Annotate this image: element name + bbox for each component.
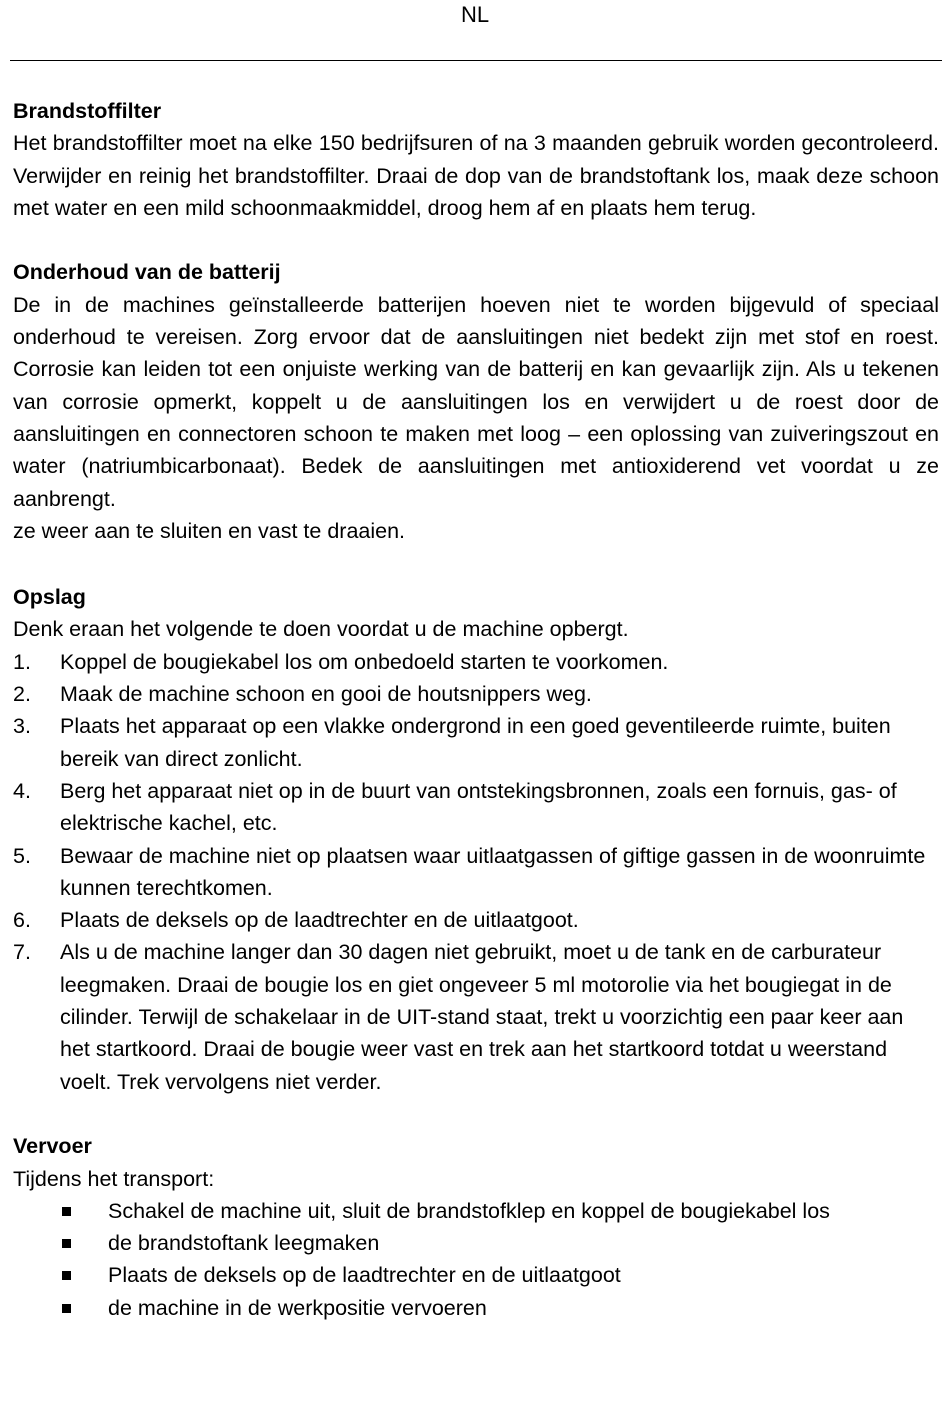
step-number: 5.: [13, 843, 31, 868]
section-battery: [13, 256, 939, 547]
transport-bullet-list: [13, 1195, 939, 1324]
section-heading-transport: Vervoer: [13, 1134, 92, 1159]
list-item: [13, 1259, 939, 1291]
step-text: Berg het apparaat niet op in de buurt van ontstekingsbronnen, zoals een fornuis, gas- of elektrische kachel, etc.: [60, 778, 897, 836]
section-extra-battery: ze weer aan te sluiten en vast te draaien.: [13, 518, 406, 543]
square-bullet-icon: [62, 1207, 71, 1216]
spacer: [13, 224, 939, 256]
section-storage: [13, 581, 939, 1098]
step-text: Maak de machine schoon en gooi de houtsnippers weg.: [60, 682, 592, 707]
section-intro-storage: Denk eraan het volgende te doen voordat u de machine opbergt.: [13, 617, 629, 642]
step-number: 4.: [13, 778, 31, 803]
bullet-text: de machine in de werkpositie vervoeren: [108, 1295, 487, 1320]
section-body-battery: De in de machines geïnstalleerde batterijen hoeven niet te worden bijgevuld of speciaal onderhoud te vereisen. Zorg ervoor dat de aansluitingen niet bedekt zijn met stof en roest. Corrosie kan leiden tot een onjuiste werking van de batterij en kan gevaarlijk zijn. Als u tekenen van corrosie opmerkt, koppelt u de aansluitingen los en verwijdert u de roest door de aansluitingen en connectoren schoon te maken met loog – een oplossing van zuiveringszout en water (natriumbicarbonaat). Bedek de aansluitingen met antioxiderend vet voordat u ze aanbrengt.: [13, 292, 939, 511]
step-text: Plaats de deksels op de laadtrechter en de uitlaatgoot.: [60, 908, 579, 933]
step-number: 6.: [13, 908, 31, 933]
list-item: [13, 840, 939, 905]
step-text: Als u de machine langer dan 30 dagen niet gebruikt, moet u de tank en de carburateur leegmaken. Draai de bougie los en giet ongeveer 5 ml motorolie via het bougiegat in de cilinder. Terwijl de schakelaar in de UIT-stand staat, trekt u voorzichtig een paar keer aan het startkoord. Draai de bougie weer vast en trek aan het startkoord totdat u weerstand voelt. Trek vervolgens niet verder.: [60, 940, 904, 1094]
step-number: 7.: [13, 940, 31, 965]
step-text: Plaats het apparaat op een vlakke ondergrond in een goed geventileerde ruimte, buiten bereik van direct zonlicht.: [60, 714, 891, 771]
list-item: [13, 1227, 939, 1259]
bullet-text: de brandstoftank leegmaken: [108, 1231, 380, 1256]
square-bullet-icon: [62, 1271, 71, 1280]
bullet-text: Schakel de machine uit, sluit de brandstofklep en koppel de bougiekabel los: [108, 1198, 830, 1223]
step-number: 3.: [13, 714, 31, 739]
square-bullet-icon: [62, 1304, 71, 1313]
header-divider: [10, 60, 942, 61]
section-heading-battery: Onderhoud van de batterij: [13, 260, 281, 285]
step-number: 2.: [13, 682, 31, 707]
step-text: Bewaar de machine niet op plaatsen waar uitlaatgassen of giftige gassen in de woonruimte kunnen terechtkomen.: [60, 843, 926, 900]
section-transport: [13, 1130, 939, 1324]
bullet-text: Plaats de deksels op de laadtrechter en de uitlaatgoot: [108, 1263, 621, 1288]
list-item: [13, 646, 939, 678]
list-item: [13, 1195, 939, 1227]
section-fuel-filter: [13, 95, 939, 224]
storage-steps-list: [13, 646, 939, 1098]
section-intro-transport: Tijdens het transport:: [13, 1166, 215, 1191]
square-bullet-icon: [62, 1239, 71, 1248]
language-label: NL: [460, 2, 490, 27]
step-text: Koppel de bougiekabel los om onbedoeld starten te voorkomen.: [60, 649, 669, 674]
spacer: [13, 1098, 939, 1130]
spacer: [13, 547, 939, 581]
step-number: 1.: [13, 649, 31, 674]
list-item: [13, 775, 939, 840]
page-content: [13, 95, 939, 1324]
list-item: [13, 904, 939, 936]
section-heading-fuel-filter: Brandstoffilter: [13, 99, 162, 123]
section-body-fuel-filter: Het brandstoffilter moet na elke 150 bedrijfsuren of na 3 maanden gebruik worden gecontroleerd. Verwijder en reinig het brandstoffilter. Draai de dop van de brandstoftank los, maak deze schoon met water en een mild schoonmaakmiddel, droog hem af en plaats hem terug.: [13, 131, 939, 220]
list-item: [13, 678, 939, 710]
list-item: [13, 710, 939, 775]
section-heading-storage: Opslag: [13, 585, 86, 610]
list-item: [13, 936, 939, 1097]
list-item: [13, 1292, 939, 1324]
